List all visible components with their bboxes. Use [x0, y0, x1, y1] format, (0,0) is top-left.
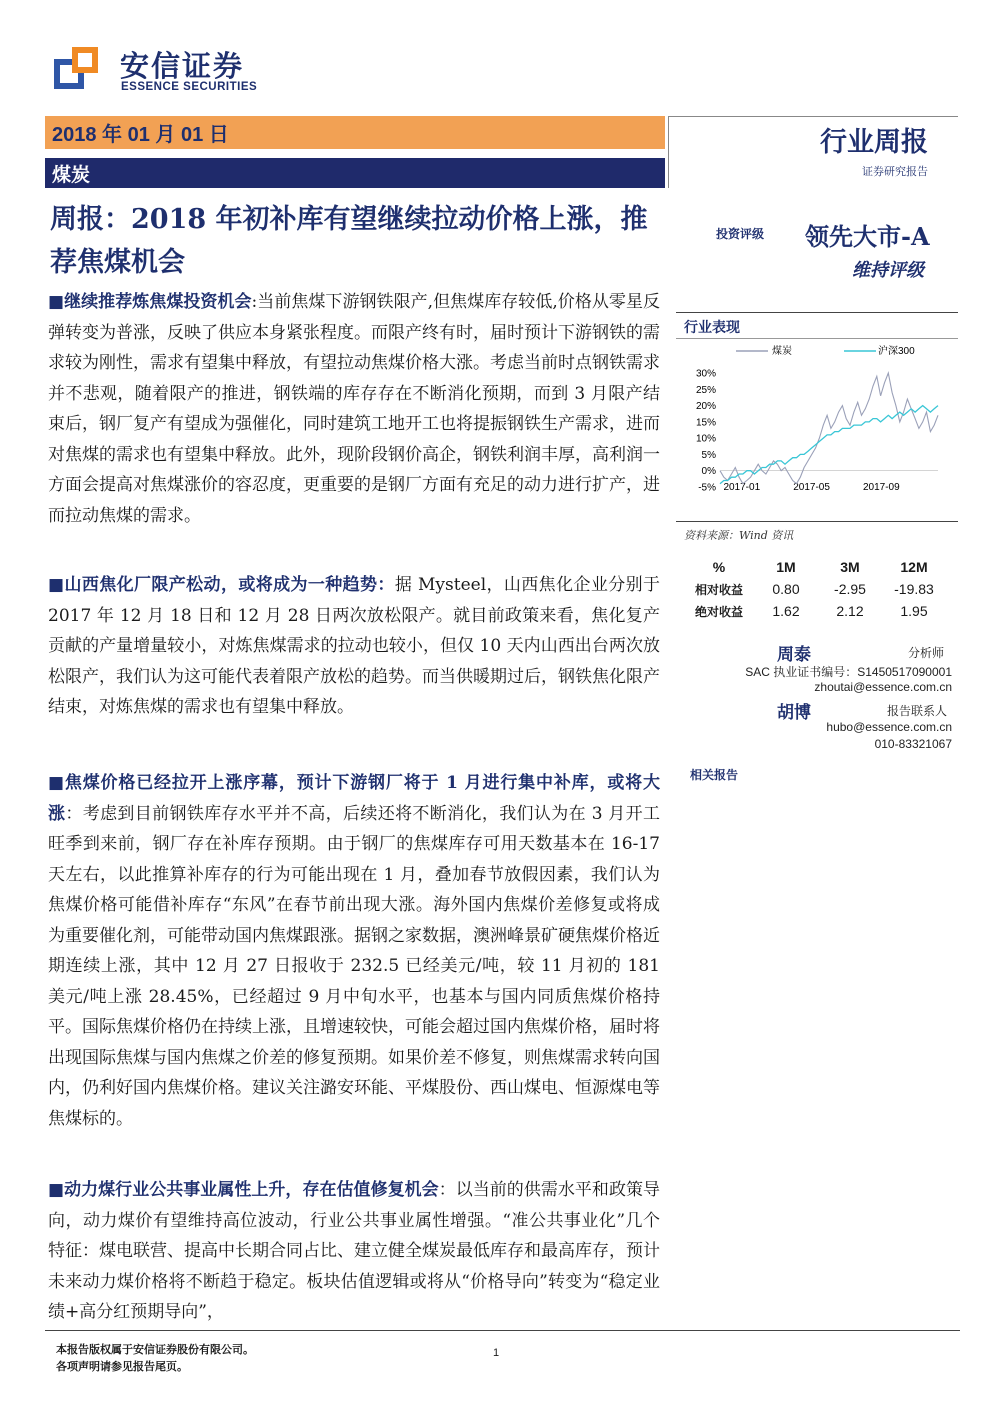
y-tick-label: 5% — [701, 449, 716, 461]
x-tick-label: 2017-01 — [723, 482, 761, 493]
section-heading: ■山西焦化厂限产松动，或将成为一种趋势： — [48, 575, 395, 595]
row-label: 绝对收益 — [694, 604, 743, 619]
x-tick-label: 2017-09 — [862, 482, 900, 493]
series-line-hs300 — [720, 406, 938, 484]
sector-label: 煤炭 — [52, 164, 91, 186]
related-reports: 相关报告 — [690, 768, 739, 782]
series-line-coal — [720, 373, 938, 484]
y-tick-label: 10% — [695, 433, 716, 445]
chart-source: 资料来源：Wind 资讯 — [684, 529, 794, 542]
table-cell: 0.80 — [772, 581, 800, 597]
table-header-row — [684, 556, 946, 578]
legend-label: 煤炭 — [772, 346, 792, 357]
report-subtype: 证券研究报告 — [862, 165, 928, 178]
contact-role: 报告联系人 — [887, 704, 948, 718]
table-cell: 1.95 — [900, 603, 928, 619]
divider — [676, 521, 958, 522]
table-cell: -19.83 — [894, 581, 934, 597]
section-heading: ■继续推荐炼焦煤投资机会 — [48, 292, 252, 312]
y-tick-label: 30% — [695, 368, 716, 380]
table-header: % — [712, 559, 726, 575]
section-body: :当前焦煤下游钢铁限产,但焦煤库存较低,价格从零星反弹转变为普涨，反映了供应本身紧张程度。而限产终有时，届时预计下游钢铁的需求较为刚性，需求有望集中释放，有望拉动焦煤价格大涨。考虑当前时点钢铁需求并不悲观，随着限产的推进，钢铁端的库存存在不断消化预期，而到 3 月限产结束后，钢厂复产有望成为强催化，同时建筑工地开工也将提振钢铁生产需求，进而对焦煤的需求也有望集中释放。此外，现阶段钢价高企，钢铁利润丰厚，高利润一方面会提高对焦煤涨价的容忍度，更重要的是钢厂方面有充足的动力进行扩产，进而拉动焦煤的需求。 — [48, 292, 660, 526]
y-tick-label: 15% — [695, 417, 716, 429]
rating-action: 维持评级 — [852, 260, 924, 281]
perf-title: 行业表现 — [684, 320, 740, 336]
contact-phone: 010-83321067 — [874, 737, 952, 751]
page-number: 1 — [493, 1347, 500, 1359]
contact-name: 胡博 — [777, 703, 811, 723]
analyst-email[interactable]: zhoutai@essence.com.cn — [814, 680, 952, 694]
logo-icon — [54, 45, 102, 91]
y-tick-label: 20% — [695, 401, 716, 413]
contact-email[interactable]: hubo@essence.com.cn — [826, 720, 952, 734]
section-body: ：考虑到目前钢铁库存水平并不高，后续还将不断消化，我们认为在 3 月开工旺季到来前，钢厂存在补库存预期。由于钢厂的焦煤库存可用天数基本在 16-17 天左右，以此推算补库存的行为可能出现在 1 月，叠加春节放假因素，我们认为焦煤价格可能借补库存“东风”在春节前出现大涨。海外国内焦煤价差修复或将成为重要催化剂，可能带动国内焦煤跟涨。据钢之家数据，澳洲峰景矿硬焦煤价格近期连续上涨，其中 12 月 27 日报收于 232.5 已经美元/吨，较 11 月初的 181 美元/吨上涨 28.45%，已经超过 9 月中旬水平，也基本与国内同质焦煤价格持平。国际焦煤价格仍在持续上涨，且增速较快，可能会超过国内焦煤价格，届时将出现国际焦煤与国内焦煤之价差的修复预期。如果价差不修复，则焦煤需求转向国内，仍利好国内焦煤价格。建议关注潞安环能、平煤股份、西山煤电、恒源煤电等焦煤标的。 — [48, 803, 661, 1129]
section-heading: ■动力煤行业公共事业属性上升，存在估值修复机会 — [48, 1180, 439, 1200]
section-body: 据 Mysteel，山西焦化企业分别于 2017 年 12 月 18 日和 12 月 28 日两次放松限产。就目前政策来看，焦化复产贡献的产量增量较小，对炼焦煤需求的拉动也较小，但仅 10 天内山西出台两次放松限产，我们认为这可能代表着限产放松的趋势。而当供暖期过后，钢铁焦化限产结束，对炼焦煤的需求也有望集中释放。 — [48, 575, 661, 717]
report-title: 周报：2018 年初补库有望继续拉动价格上涨，推荐焦煤机会 — [50, 204, 648, 278]
sector-bar — [45, 158, 665, 188]
table-row — [684, 578, 946, 600]
section-3 — [48, 768, 660, 1134]
y-tick-label: 25% — [695, 384, 716, 396]
section-4 — [48, 1175, 660, 1328]
table-header: 12M — [900, 559, 928, 575]
analyst-name: 周泰 — [777, 645, 811, 665]
table-header: 1M — [776, 559, 796, 575]
table-cell: 2.12 — [836, 603, 864, 619]
divider — [676, 338, 958, 339]
report-type: 行业周报 — [820, 127, 928, 158]
row-label: 相对收益 — [694, 582, 743, 597]
divider — [676, 312, 958, 313]
rating-label: 投资评级 — [716, 227, 765, 241]
y-tick-label: 0% — [701, 466, 716, 478]
report-date: 2018 年 01 月 01 日 — [52, 124, 229, 146]
y-tick-label: -5% — [698, 482, 716, 494]
divider — [668, 116, 669, 188]
section-heading: ■焦煤价格已经拉开上涨序幕，预计下游钢厂将于 1 月进行集中补库，或将大涨 — [48, 773, 660, 824]
divider — [668, 116, 958, 117]
table-cell: 1.62 — [772, 603, 800, 619]
analyst-role: 分析师 — [908, 646, 945, 660]
disclaimer-notice: 各项声明请参见报告尾页。 — [56, 1360, 188, 1373]
legend-label: 沪深300 — [878, 346, 915, 357]
analyst-sac: SAC 执业证书编号：S1450517090001 — [745, 665, 952, 679]
table-row — [684, 600, 946, 622]
section-1 — [48, 287, 660, 531]
x-tick-label: 2017-05 — [793, 482, 830, 493]
table-header: 3M — [840, 559, 860, 575]
copyright-notice: 本报告版权属于安信证券股份有限公司。 — [56, 1343, 254, 1356]
logo-english: ESSENCE SECURITIES — [121, 81, 258, 93]
rating-value: 领先大市-A — [805, 222, 930, 251]
table-cell: -2.95 — [834, 581, 866, 597]
section-2 — [48, 570, 660, 723]
performance-table — [684, 556, 946, 622]
section-body: ：以当前的供需水平和政策导向，动力煤价有望维持高位波动，行业公共事业属性增强。“准公共事业化”几个特征：煤电联营、提高中长期合同占比、建立健全煤炭最低库存和最高库存，预计未来动力煤价格将不断趋于稳定。板块估值逻辑或将从“价格导向”转变为“稳定业绩+高分红预期导向”， — [48, 1180, 661, 1322]
divider — [45, 1330, 960, 1331]
industry-chart — [676, 340, 958, 500]
logo-text: 安信证券 — [120, 49, 245, 83]
